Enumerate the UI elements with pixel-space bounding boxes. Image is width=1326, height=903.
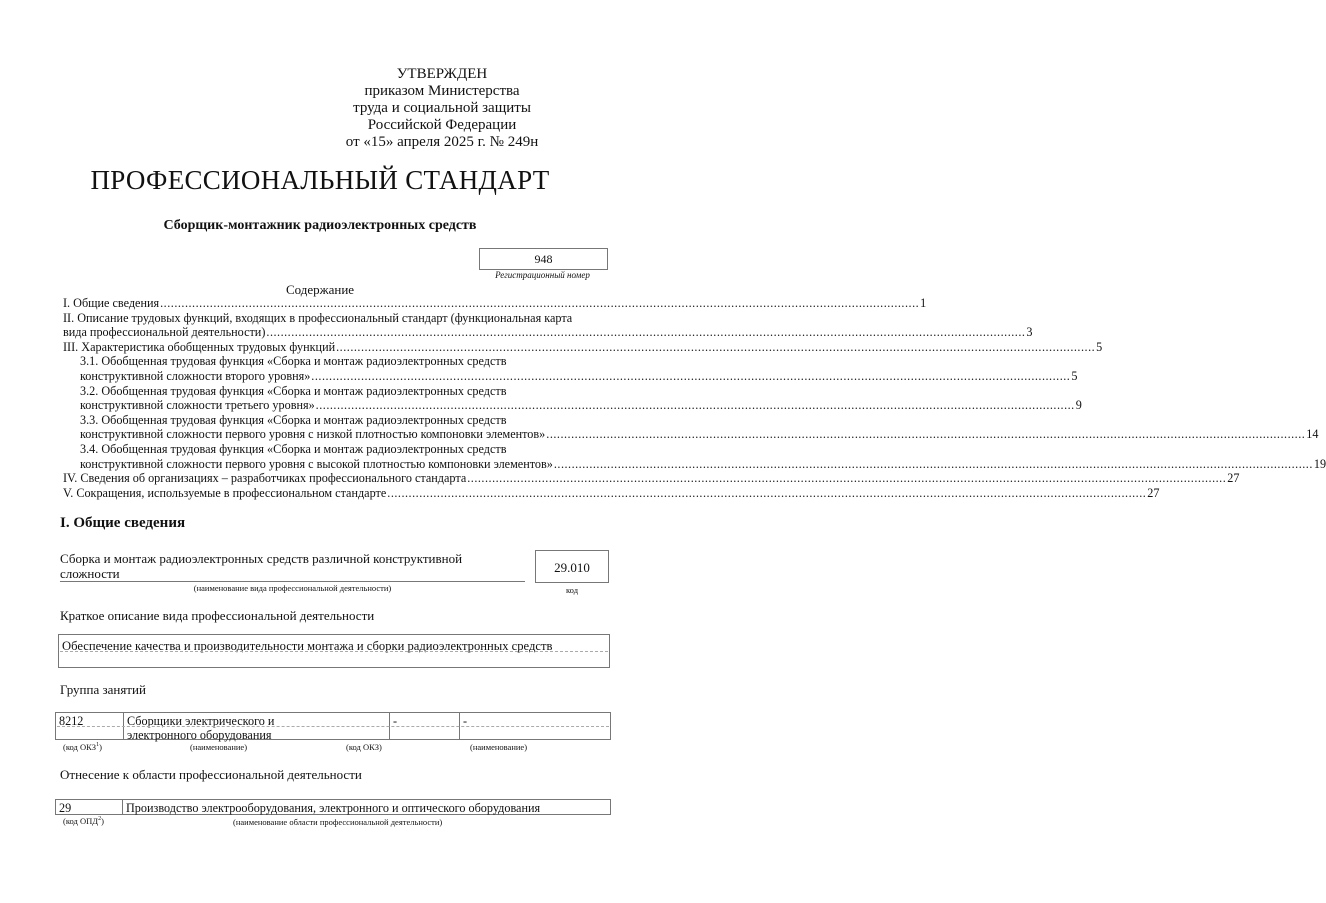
table-of-contents	[63, 296, 1326, 500]
opd-code-cell: 29	[56, 800, 123, 814]
toc-item[interactable]: 3.4. Обобщенная трудовая функция «Сборка и монтаж радиоэлектронных средств конструктивной сложности первого уровня с высокой плотностью компоновки элементов» ...................................................................................................................................................................................................................... 19	[80, 441, 1326, 471]
occupation-group-label: Группа занятий	[60, 682, 146, 697]
okz-code2-cell: -	[390, 713, 460, 739]
activity-name: Сборка и монтаж радиоэлектронных средств различной конструктивной сложности	[60, 551, 463, 581]
dashed-line	[57, 726, 609, 727]
approval-block	[332, 66, 552, 151]
toc-item[interactable]: 3.2. Обобщенная трудовая функция «Сборка и монтаж радиоэлектронных средств конструктивной сложности третьего уровня» ...................................................................................................................................................................................................................... 9	[80, 383, 1082, 413]
okz-code-cell: 8212	[56, 713, 124, 739]
toc-item[interactable]: V. Сокращения, используемые в профессиональном стандарте ...................................................................................................................................................................................................................... 27	[63, 485, 1160, 500]
code-caption: код	[565, 585, 579, 595]
activity-name-underline	[60, 581, 525, 582]
toc-item[interactable]: II. Описание трудовых функций, входящих в профессиональный стандарт (функциональная карта вида профессиональной деятельности) ...................................................................................................................................................................................................................... 3	[63, 310, 1033, 340]
toc-item[interactable]: 3.3. Обобщенная трудовая функция «Сборка и монтаж радиоэлектронных средств конструктивной сложности первого уровня с низкой плотностью компоновки элементов» ...................................................................................................................................................................................................................... 14	[80, 412, 1319, 442]
okz-code2-caption: (код ОКЗ)	[346, 742, 382, 752]
opd-name-cell: Производство электрооборудования, электронного и оптического оборудования	[126, 801, 541, 815]
document-subtitle: Сборщик-монтажник радиоэлектронных средств	[163, 218, 477, 233]
opd-code-caption: (код ОПД$^2$)	[63, 816, 104, 826]
activity-area-table	[55, 799, 611, 815]
toc-item[interactable]: IV. Сведения об организациях – разработчиках профессионального стандарта ...................................................................................................................................................................................................................... 27	[63, 471, 1240, 486]
registration-caption: Регистрационный номер	[495, 270, 590, 280]
activity-name-caption: (наименование вида профессиональной деятельности)	[193, 583, 392, 593]
approval-line: УТВЕРЖДЕН	[396, 66, 488, 82]
document-title: ПРОФЕССИОНАЛЬНЫЙ СТАНДАРТ	[90, 165, 550, 195]
toc-item[interactable]: 3.1. Обобщенная трудовая функция «Сборка и монтаж радиоэлектронных средств конструктивной сложности второго уровня» ...................................................................................................................................................................................................................... 5	[80, 354, 1078, 383]
registration-number-box: 948	[479, 248, 608, 270]
toc-item[interactable]: III. Характеристика обобщенных трудовых функций ...................................................................................................................................................................................................................... 5	[63, 339, 1103, 354]
opd-name-caption: (наименование области профессиональной деятельности)	[233, 817, 443, 827]
approval-line: приказом Министерства	[364, 83, 520, 99]
okz-name-caption: (наименование)	[190, 742, 248, 752]
approval-line: труда и социальной защиты	[353, 100, 531, 116]
activity-area-label: Отнесение к области профессиональной деятельности	[60, 767, 362, 782]
okz-name2-caption: (наименование)	[470, 742, 528, 752]
toc-heading: Содержание	[285, 282, 355, 297]
approval-line: от «15» апреля 2025 г. № 249н	[345, 134, 539, 150]
okz-code-caption: (код ОКЗ$^1$)	[63, 742, 102, 752]
dashed-line	[60, 651, 608, 652]
toc-item[interactable]: I. Общие сведения ...................................................................................................................................................................................................................... 1	[63, 296, 927, 310]
okz-name-cell: Сборщики электрического и электронного оборудования	[124, 713, 390, 739]
brief-description-box: Обеспечение качества и производительности монтажа и сборки радиоэлектронных средств	[58, 634, 610, 668]
approval-line: Российской Федерации	[367, 117, 517, 133]
section-heading: I. Общие сведения	[60, 515, 186, 531]
activity-code-box: 29.010	[535, 550, 609, 583]
okz-name2-cell: -	[463, 714, 468, 728]
brief-description-label: Краткое описание вида профессиональной деятельности	[60, 608, 375, 623]
